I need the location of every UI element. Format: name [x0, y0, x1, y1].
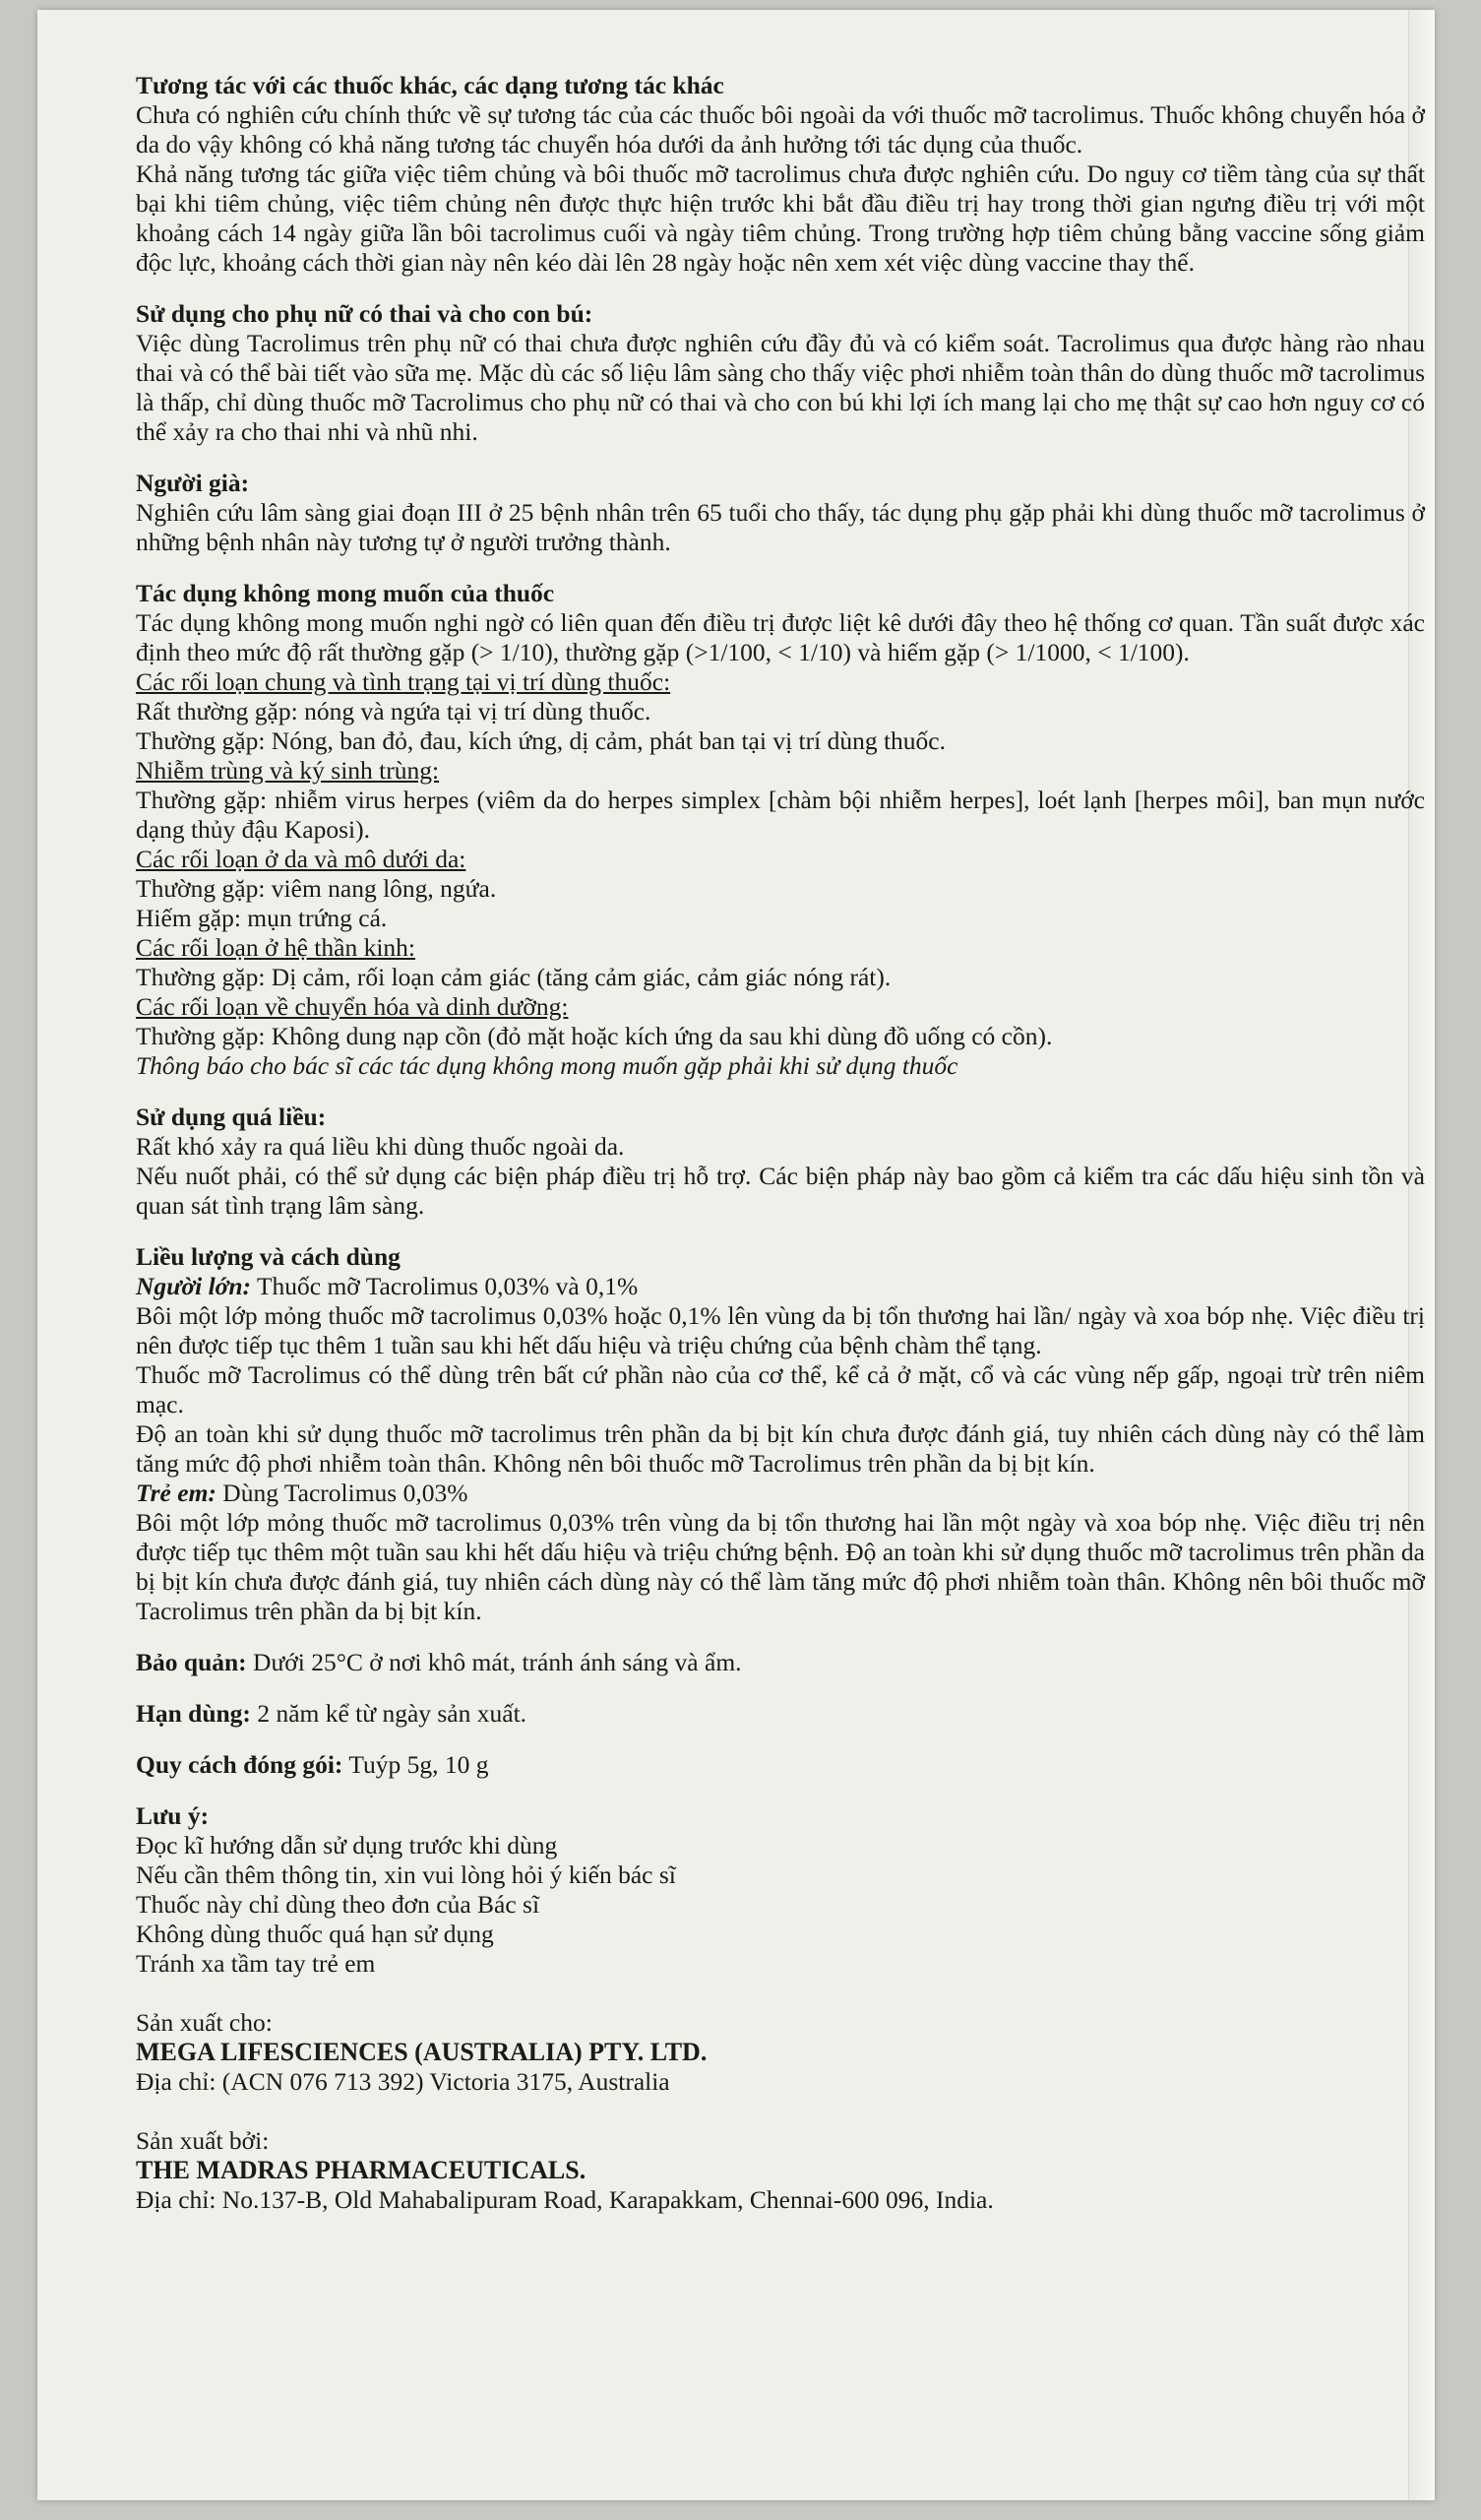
adverse-line: Thường gặp: nhiễm virus herpes (viêm da do herpes simplex [chàm bội nhiễm herpes], loét lạnh [herpes môi], ban mụn nước dạng thủy đậu Kaposi). — [136, 786, 1425, 844]
notes-title: Lưu ý: — [136, 1801, 210, 1830]
dosage-title: Liều lượng và cách dùng — [136, 1242, 401, 1271]
child-paragraph: Bôi một lớp mỏng thuốc mỡ tacrolimus 0,03% trên vùng da bị tổn thương hai lần một ngày và xoa bóp nhẹ. Việc điều trị nên được tiếp tục thêm một tuần sau khi hết dấu hiệu và triệu chứng bệnh. Độ an toàn khi sử dụng thuốc mỡ tacrolimus trên phần da bị bịt kín chưa được đánh giá, tuy nhiên cách dùng này có thể làm tăng mức độ phơi nhiễm toàn thân. Không nên bôi thuốc mỡ Tacrolimus trên phần da bị bịt kín. — [136, 1508, 1425, 1625]
made-by-company: THE MADRAS PHARMACEUTICALS. — [136, 2156, 586, 2184]
interaction-section — [136, 71, 1425, 278]
adverse-line: Thường gặp: Không dung nạp cồn (đỏ mặt hoặc kích ứng da sau khi dùng đồ uống có cồn). — [136, 1022, 1053, 1050]
expiry-label: Hạn dùng: — [136, 1699, 251, 1728]
storage-text: Dưới 25°C ở nơi khô mát, tránh ánh sáng và ẩm. — [246, 1648, 742, 1676]
interaction-title: Tương tác với các thuốc khác, các dạng tương tác khác — [136, 71, 724, 99]
overdose-title: Sử dụng quá liều: — [136, 1102, 327, 1131]
pregnancy-paragraph: Việc dùng Tacrolimus trên phụ nữ có thai chưa được nghiên cứu đầy đủ và có kiểm soát. Tacrolimus qua được hàng rào nhau thai và có thể bài tiết vào sữa mẹ. Mặc dù các số liệu lâm sàng cho thấy việc phơi nhiễm toàn thân do dùng thuốc mỡ tacrolimus là thấp, chỉ dùng thuốc mỡ Tacrolimus cho phụ nữ có thai và cho con bú khi lợi ích mang lại cho mẹ thật sự cao hơn nguy cơ có thể xảy ra cho thai nhi và nhũ nhi. — [136, 329, 1425, 446]
expiry-text: 2 năm kể từ ngày sản xuất. — [250, 1699, 527, 1728]
adverse-title: Tác dụng không mong muốn của thuốc — [136, 579, 555, 607]
note-item: Tránh xa tầm tay trẻ em — [136, 1949, 376, 1978]
adult-paragraph-2: Thuốc mỡ Tacrolimus có thể dùng trên bất cứ phần nào của cơ thể, kể cả ở mặt, cổ và các vùng nếp gấp, ngoại trừ trên niêm mạc. — [136, 1360, 1425, 1418]
pregnancy-section — [136, 299, 1425, 447]
note-item: Đọc kĩ hướng dẫn sử dụng trước khi dùng — [136, 1831, 558, 1859]
made-for-label: Sản xuất cho: — [136, 2008, 273, 2037]
expiry-line — [136, 1699, 1425, 1729]
adult-text: Thuốc mỡ Tacrolimus 0,03% và 0,1% — [251, 1272, 639, 1300]
pregnancy-title: Sử dụng cho phụ nữ có thai và cho con bú: — [136, 299, 593, 328]
storage-label: Bảo quản: — [136, 1648, 247, 1676]
adverse-group-heading: Các rối loạn về chuyển hóa và dinh dưỡng: — [136, 992, 569, 1021]
adverse-line: Thường gặp: viêm nang lông, ngứa. — [136, 874, 497, 903]
made-for-address: Địa chỉ: (ACN 076 713 392) Victoria 3175, Australia — [136, 2067, 670, 2096]
child-text: Dùng Tacrolimus 0,03% — [216, 1479, 468, 1507]
note-item: Thuốc này chỉ dùng theo đơn của Bác sĩ — [136, 1890, 540, 1919]
elderly-title: Người già: — [136, 469, 250, 497]
notes-section — [136, 1801, 1425, 1979]
child-label: Trẻ em: — [136, 1479, 216, 1507]
adverse-line: Thường gặp: Dị cảm, rối loạn cảm giác (tăng cảm giác, cảm giác nóng rát). — [136, 963, 892, 991]
overdose-section — [136, 1102, 1425, 1221]
overdose-paragraph-1: Rất khó xảy ra quá liều khi dùng thuốc ngoài da. — [136, 1132, 625, 1161]
adverse-section — [136, 579, 1425, 1081]
adult-paragraph-1: Bôi một lớp mỏng thuốc mỡ tacrolimus 0,03% hoặc 0,1% lên vùng da bị tổn thương hai lần/ ngày và xoa bóp nhẹ. Việc điều trị nên được tiếp tục thêm 1 tuần sau khi hết dấu hiệu và triệu chứng của bệnh chàm thể tạng. — [136, 1301, 1425, 1359]
adverse-group-heading: Các rối loạn ở hệ thần kinh: — [136, 933, 415, 962]
interaction-paragraph-1: Chưa có nghiên cứu chính thức về sự tương tác của các thuốc bôi ngoài da với thuốc mỡ tacrolimus. Thuốc không chuyển hóa ở da do vậy không có khả năng tương tác chuyển hóa dưới da ảnh hưởng tới tác dụng của thuốc. — [136, 100, 1425, 158]
made-by-label: Sản xuất bởi: — [136, 2126, 270, 2155]
overdose-paragraph-2: Nếu nuốt phải, có thể sử dụng các biện pháp điều trị hỗ trợ. Các biện pháp này bao gồm cả kiểm tra các dấu hiệu sinh tồn và quan sát tình trạng lâm sàng. — [136, 1162, 1425, 1220]
adverse-group-heading: Các rối loạn chung và tình trạng tại vị trí dùng thuốc: — [136, 667, 671, 696]
made-for-block — [136, 2008, 1425, 2097]
dosage-section — [136, 1242, 1425, 1626]
elderly-paragraph: Nghiên cứu lâm sàng giai đoạn III ở 25 bệnh nhân trên 65 tuổi cho thấy, tác dụng phụ gặp phải khi dùng thuốc mỡ tacrolimus ở những bệnh nhân này tương tự ở người trưởng thành. — [136, 498, 1425, 556]
made-by-address: Địa chỉ: No.137-B, Old Mahabalipuram Road, Karapakkam, Chennai-600 096, India. — [136, 2185, 994, 2214]
packaging-label: Quy cách đóng gói: — [136, 1750, 343, 1779]
leaflet-sheet — [37, 10, 1435, 2500]
child-line — [136, 1479, 1425, 1508]
adverse-intro: Tác dụng không mong muốn nghi ngờ có liên quan đến điều trị được liệt kê dưới đây theo hệ thống cơ quan. Tần suất được xác định theo mức độ rất thường gặp (> 1/10), thường gặp (>1/100, < 1/10) và hiếm gặp (> 1/1000, < 1/100). — [136, 608, 1425, 666]
note-item: Nếu cần thêm thông tin, xin vui lòng hỏi ý kiến bác sĩ — [136, 1860, 676, 1889]
interaction-paragraph-2: Khả năng tương tác giữa việc tiêm chủng và bôi thuốc mỡ tacrolimus chưa được nghiên cứu. Do nguy cơ tiềm tàng của sự thất bại khi tiêm chủng, việc tiêm chủng nên được thực hiện trước khi bắt đầu điều trị hay trong thời gian ngưng điều trị với một khoảng cách 14 ngày giữa lần bôi tacrolimus cuối và ngày tiêm chủng. Trong trường hợp tiêm chủng bằng vaccine sống giảm độc lực, khoảng cách thời gian này nên kéo dài lên 28 ngày hoặc nên xem xét việc dùng vaccine thay thế. — [136, 159, 1425, 277]
adverse-line: Rất thường gặp: nóng và ngứa tại vị trí dùng thuốc. — [136, 697, 651, 725]
packaging-line — [136, 1750, 1425, 1780]
note-item: Không dùng thuốc quá hạn sử dụng — [136, 1920, 494, 1948]
adverse-group-heading: Các rối loạn ở da và mô dưới da: — [136, 845, 466, 873]
adverse-group-heading: Nhiễm trùng và ký sinh trùng: — [136, 756, 440, 785]
adult-label: Người lớn: — [136, 1272, 252, 1300]
adult-paragraph-3: Độ an toàn khi sử dụng thuốc mỡ tacrolimus trên phần da bị bịt kín chưa được đánh giá, tuy nhiên cách dùng này có thể làm tăng mức độ phơi nhiễm toàn thân. Không nên bôi thuốc mỡ Tacrolimus trên phần da bị bịt kín. — [136, 1419, 1425, 1478]
storage-line — [136, 1648, 1425, 1677]
adult-line — [136, 1272, 1425, 1301]
adverse-notice: Thông báo cho bác sĩ các tác dụng không mong muốn gặp phải khi sử dụng thuốc — [136, 1051, 958, 1080]
made-by-block — [136, 2126, 1425, 2215]
adverse-line: Thường gặp: Nóng, ban đỏ, đau, kích ứng, dị cảm, phát ban tại vị trí dùng thuốc. — [136, 726, 946, 755]
adverse-line: Hiếm gặp: mụn trứng cá. — [136, 904, 388, 932]
made-for-company: MEGA LIFESCIENCES (AUSTRALIA) PTY. LTD. — [136, 2038, 708, 2066]
leaflet-content — [136, 71, 1425, 2215]
elderly-section — [136, 469, 1425, 557]
packaging-text: Tuýp 5g, 10 g — [342, 1750, 489, 1779]
